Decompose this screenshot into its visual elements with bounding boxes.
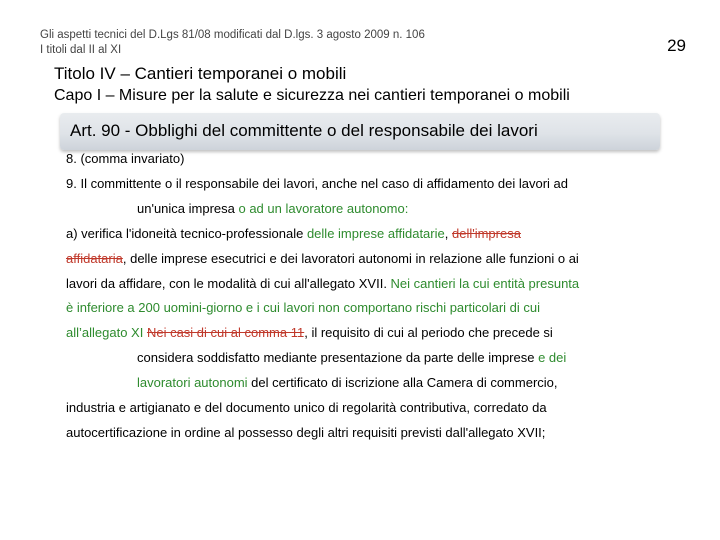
text-segment: del certificato di iscrizione alla Camera di commercio,: [247, 375, 558, 390]
slide-header: [40, 28, 425, 58]
deleted-text: affidataria: [66, 251, 123, 266]
page-number: 29: [667, 36, 686, 55]
text-segment: a) verifica l'idoneità tecnico-professionale: [66, 226, 307, 241]
comma-9-line-8: [137, 350, 566, 365]
added-text: delle imprese affidatarie: [306, 226, 445, 241]
comma-9-line-4: [66, 251, 579, 266]
added-text: all’allegato XI: [66, 325, 144, 340]
comma-9-line-2: [137, 201, 408, 216]
header-section: I titoli dal II al XI: [40, 44, 122, 56]
comma-9-line-6: è inferiore a 200 uomini-giorno e i cui lavori non comportano rischi particolari di cui: [66, 300, 541, 315]
article-title: Art. 90 - Obblighi del committente o del responsabile dei lavori: [70, 121, 538, 140]
deleted-text: Nei casi di cui al comma 11: [146, 325, 305, 340]
text-segment: ,: [444, 226, 452, 241]
titolo-heading: Titolo IV – Cantieri temporanei o mobili: [54, 64, 347, 83]
comma-9-line-7: [66, 325, 553, 340]
text-segment: , delle imprese esecutrici e dei lavoratori autonomi in relazione alle funzioni o ai: [122, 251, 579, 266]
deleted-text: dell'impresa: [451, 226, 521, 241]
comma-9-line-1: 9. Il committente o il responsabile dei lavori, anche nel caso di affidamento dei lavori ad: [66, 176, 568, 191]
comma-9-line-10: industria e artigianato e del documento unico di regolarità contributiva, corredato da: [66, 400, 547, 415]
header-subtitle: Gli aspetti tecnici del D.Lgs 81/08 modificati dal D.lgs. 3 agosto 2009 n. 106: [40, 29, 425, 41]
added-text: Nei cantieri la cui entità presunta: [390, 276, 580, 291]
comma-9-line-11: autocertificazione in ordine al possesso degli altri requisiti previsti dall'allegato XVII;: [66, 425, 546, 440]
comma-9-line-5: [66, 276, 579, 291]
comma-9-line-9: [137, 375, 558, 390]
added-text: o ad un lavoratore autonomo:: [234, 201, 409, 216]
added-text: e dei: [538, 350, 567, 365]
comma-9-line-3: [66, 226, 521, 241]
added-text: lavoratori autonomi: [137, 375, 248, 390]
text-segment: lavori da affidare, con le modalità di cui all'allegato XVII.: [66, 276, 391, 291]
comma-8-line: 8. (comma invariato): [66, 151, 185, 166]
text-segment: considera soddisfatto mediante presentazione da parte delle imprese: [137, 350, 539, 365]
text-segment: , il requisito di cui al periodo che precede si: [304, 325, 553, 340]
text-segment: un'unica impresa: [137, 201, 235, 216]
capo-heading: Capo I – Misure per la salute e sicurezza nei cantieri temporanei o mobili: [54, 87, 570, 104]
